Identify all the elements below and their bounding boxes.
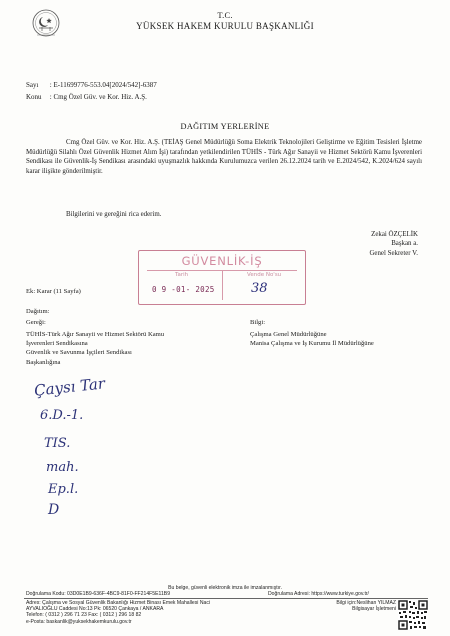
distribution-label: Dağıtım: (26, 308, 50, 315)
address-line: Telefon: ( 0312 ) 296 71 23 Fax: ( 0312 ) 296 18 82 (26, 612, 142, 619)
info-line: Bilgisayar İşletmeni (352, 606, 396, 613)
konu-label: Konu (26, 93, 42, 101)
bilgi-list (250, 330, 374, 348)
signature-block (369, 230, 418, 258)
attachment-line: Ek: Karar (11 Sayfa) (26, 288, 81, 295)
address-line: AYVALIOĞLU Caddesi No:13 Pk: 06520 Çankaya / ANKARA (26, 606, 164, 613)
bilgi-item: Manisa Çalışma ve İş Kurumu İl Müdürlüğüne (250, 340, 374, 348)
sayi-label: Sayı (26, 81, 39, 89)
sayi-row (26, 81, 157, 90)
bilgi-item: Çalışma Genel Müdürlüğüne (250, 331, 327, 338)
gereg-item: İşverenleri Sendikasına (26, 340, 88, 348)
gereg-item: Güvenlik ve Savunma İşçileri Sendikası (26, 349, 132, 357)
stamp-col-date: Tarih (175, 272, 189, 278)
handwritten-note-1: Çaysı Tar (33, 374, 106, 400)
gereg-item: TÜHİS-Türk Ağır Sanayii ve Hizmet Sektörü Kamu (26, 331, 165, 338)
stamp-col-number: Vende No'su (247, 272, 282, 278)
footer-divider (24, 598, 428, 599)
distribution-title: DAĞITIM YERLERİNE (180, 122, 270, 131)
header-line-2: YÜKSEK HAKEM KURULU BAŞKANLIĞI (136, 21, 314, 31)
address-line: e-Posta: baskanlik@yuksekhakemkurulu.gov.tr (26, 618, 132, 625)
handwritten-note-6: D (48, 502, 60, 518)
body-paragraph: Cmg Özel Güv. ve Kor. Hiz. A.Ş. (TEİAŞ Genel Müdürlüğü Soma Elektrik Teknolojileri Geliştirme ve Eğitim Tesisleri İşletme Müdürlüğü Silahlı Özel Güvenlik Hizmet Alım İşi) tarafından yetkilendirilen TÜHİS - Türk Ağır Sanayii ve Hizmet Sektörü Kamu İşverenleri Sendikası ile Güvenlik-İş Sendikası arasındaki uyuşmazlık hakkında Kurulumuzca verilen 26.12.2024 tarih ve E.2024/542, K.2024/624 sayılı karar ilişikte gönderilmiştir. (26, 139, 422, 175)
gereg-item: Başkanlığına (26, 358, 61, 366)
sayi-value: : E-11699776-553.04[2024/542]-6387 (49, 81, 157, 89)
body-closing: Bilgilerini ve gereğini rica ederim. (66, 211, 162, 218)
stamp-date: 0 9 -01- 2025 (152, 285, 215, 294)
gereg-list (26, 330, 236, 367)
gereg-label: Gereği: (26, 319, 46, 326)
stamp-number: 38 (251, 281, 268, 296)
footer-address (26, 600, 276, 625)
received-stamp (138, 250, 306, 305)
header-line-1: T.C. (217, 10, 233, 20)
qr-code-icon (398, 600, 428, 630)
signature-title-2: Genel Sekreter V. (369, 249, 418, 257)
konu-value: : Cmg Özel Güv. ve Kor. Hiz. A.Ş. (49, 93, 147, 101)
signature-title-1: Başkan a. (391, 240, 418, 248)
bilgi-label: Bilgi: (250, 319, 266, 326)
stamp-title: GÜVENLİK-İŞ (181, 254, 263, 268)
verify-address: Doğrulama Adresi: https://www.turkiye.gov.tr/ (268, 591, 369, 597)
handwritten-note-3: TIS. (44, 436, 71, 451)
info-line: Bilgi için:Neslihan YILMAZ (336, 600, 396, 606)
handwritten-note-2: 6.D.-1. (40, 408, 84, 423)
address-line: Adres: Çalışma ve Sosyal Güvenlik Bakanlığı Hizmet Binası Emek Mahallesi Naci (26, 600, 211, 606)
verify-code: Doğrulama Kodu: 03D0E1B9-636F-4BC9-81F0-FF214F5E11B9 (26, 591, 171, 597)
konu-row (26, 93, 147, 102)
handwritten-note-4: mah. (46, 460, 79, 475)
footer-notice: Bu belge, güvenli elektronik imza ile imzalanmıştır. (168, 585, 282, 591)
handwritten-note-5: Ep.l. (48, 482, 79, 497)
signature-name: Zekai ÖZÇELİK (371, 231, 418, 238)
footer-info (336, 600, 396, 612)
